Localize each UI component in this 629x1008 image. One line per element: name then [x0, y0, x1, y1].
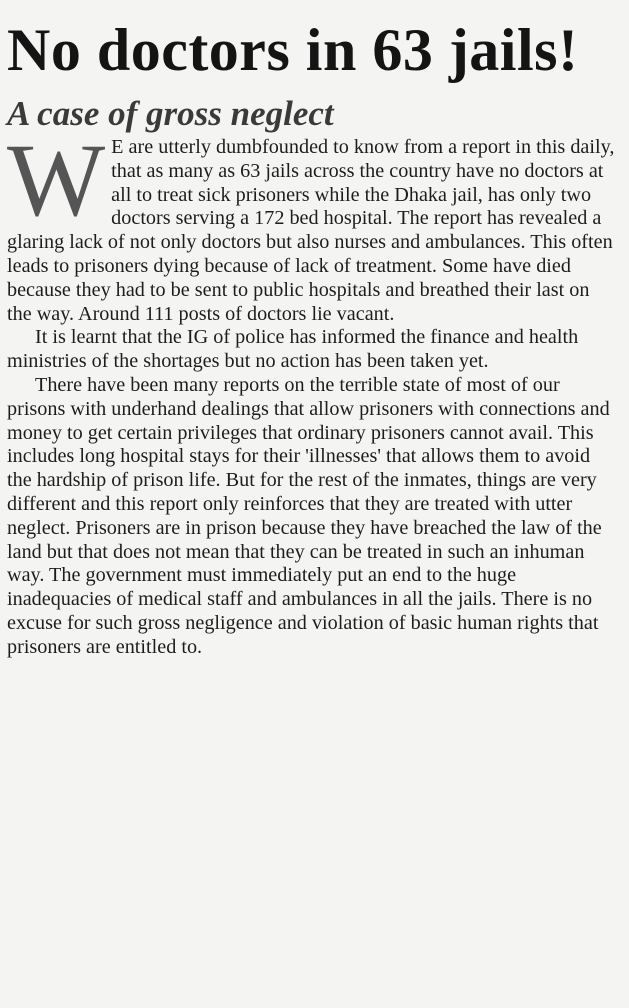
article-paragraph: There have been many reports on the terrible state of most of our prisons with underhand dealings that allow prisoners with connections and money to get certain privileges that ordinary prisoners cannot avail. This includes long hospital stays for their 'illnesses' that allows them to avoid the hardship of prison life. But for the rest of the inmates, things are very different and this report only reinforces that they are treated with utter neglect. Prisoners are in prison because they have breached the law of the land but that does not mean that they can be treated in such an inhuman way. The government must immediately put an end to the huge inadequacies of medical staff and ambulances in all the jails. There is no excuse for such gross negligence and violation of basic human rights that prisoners are entitled to.	[7, 373, 610, 658]
article-paragraph	[7, 123, 615, 326]
article-body	[7, 123, 615, 660]
article-paragraph: It is learnt that the IG of police has informed the finance and health ministries of the shortages but no action has been taken yet.	[7, 326, 579, 373]
drop-cap: W	[7, 123, 106, 238]
paragraph-text: E are utterly dumbfounded to know from a report in this daily, that as many as 63 jails across the country have no doctors at all to treat sick prisoners while the Dhaka jail, has only two doctors serving a 172 bed hospital. The report has revealed a glaring lack of not only doctors but also nurses and ambulances. This often leads to prisoners dying because of lack of treatment. Some have died because they had to be sent to public hospitals and breathed their last on the way. Around 111 posts of doctors lie vacant.	[7, 136, 615, 325]
headline: No doctors in 63 jails!	[7, 17, 579, 83]
subheadline: A case of gross neglect	[7, 94, 334, 133]
